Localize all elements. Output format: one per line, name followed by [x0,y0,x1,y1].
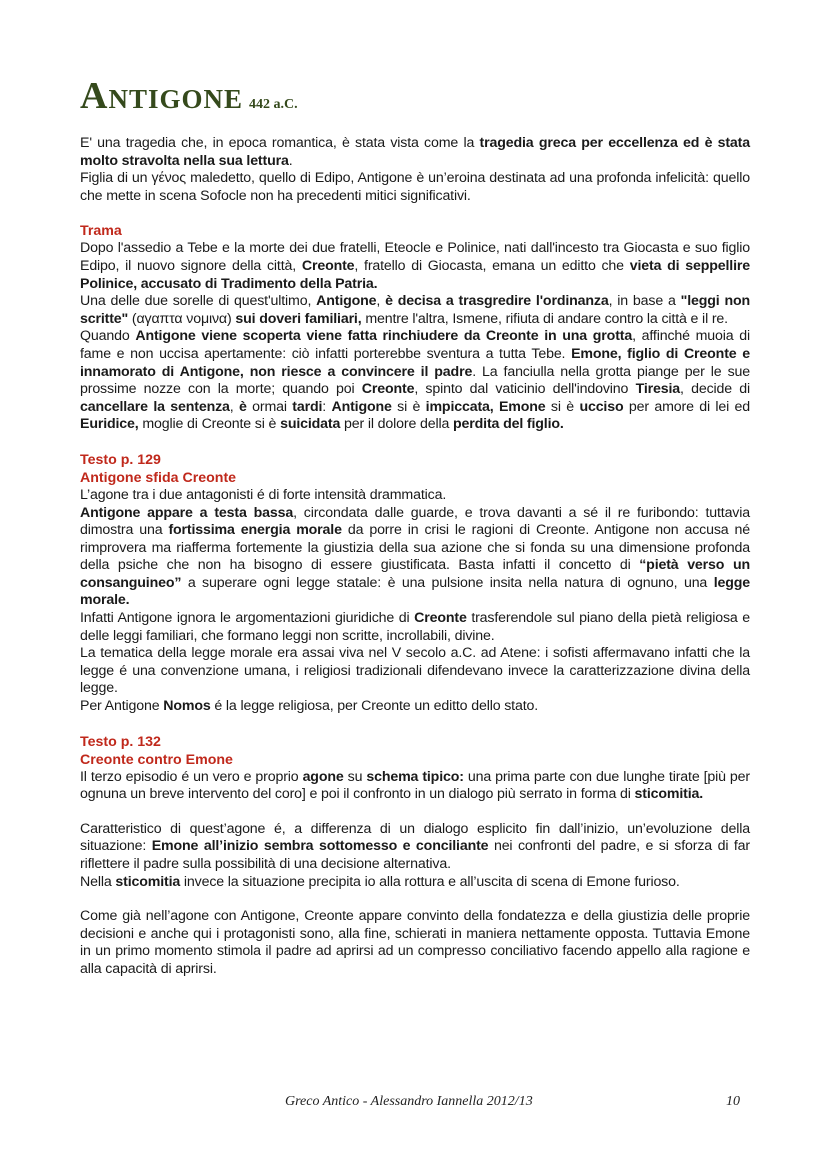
bold-text: Creonte [361,381,415,398]
text: Per Antigone [80,698,164,715]
paragraph [80,821,750,874]
page-number: 10 [726,1094,740,1109]
paragraph [80,908,750,978]
paragraph [80,645,750,698]
text: . [288,152,293,169]
section-heading: Trama [80,223,122,240]
bold-text: Tiresia [635,381,681,398]
text: trasferendole sul piano della pietà religiosa e delle leggi familiari, che formano leggi non scritte, incrollabili, divine. [80,610,750,644]
bold-text: Antigone [331,398,392,415]
text: per il dolore della [340,416,454,433]
page-title [80,74,750,127]
paragraph [80,698,750,716]
title-text: Antigone [80,75,243,117]
text: Figlia di un γένος maledetto, quello di Edipo, Antigone è un’eroina destinata ad una profonda infelicità: quello che mette in scena Sofocle non ha precedenti mitici significativi. [80,170,750,204]
text: , spinto dal vaticinio dell'indovino [414,381,636,398]
paragraph [80,487,750,505]
bold-text: Creonte [301,257,355,274]
text: : [322,398,332,415]
text: Come già nell’agone con Antigone, Creonte appare convinto della fondatezza e della giustizia delle proprie decisioni e anche qui i protagonisti sono, alla fine, schierati in maniera nettamente opposta. Tuttavia Emone in un primo momento stimola il padre ad aprirsi ad un compresso conciliativo facendo appello alla ragione e alla capacità di aprirsi. [80,908,750,977]
bold-text: Antigone [316,293,377,310]
bold-text: schema tipico: [366,768,464,785]
text: , [376,293,386,310]
bold-text: sticomitia [115,873,181,890]
bold-text: Emone all’inizio sembra sottomesso e conciliante [151,838,489,855]
text: Il terzo episodio é un vero e proprio [80,768,303,785]
text: Una delle due sorelle di quest'ultimo, [80,293,317,310]
text: si è [391,398,426,415]
bold-text: ucciso [579,398,624,415]
title-year: 442 a.C. [248,97,298,112]
text: é la legge religiosa, per Creonte un editto dello stato. [210,698,539,715]
bold-text: è [238,398,247,415]
text: da porre in crisi le ragioni di Creonte. Antigone non accusa né rimprovera ma riafferma fortemente la giustizia della sua azione che si fonda su una dimensione profonda della psiche che non ha bisogno di essere giustificata. Basta infatti il concetto di [80,522,750,574]
document-page [80,74,750,979]
text: Dopo l'assedio a Tebe e la morte dei due fratelli, Eteocle e Polinice, nati dall'incesto tra Giocasta e suo figlio Edipo, il nuovo signore della città, [80,240,750,274]
section [80,733,750,979]
text: , [229,398,239,415]
text: Caratteristico di quest’agone é, a differenza di un dialogo esplicito fin dall’inizio, un’evoluzione della situazione: [80,820,750,855]
bold-text: Creonte [414,610,467,627]
text: invece la situazione precipita io alla rottura e all’uscita di scena di Emone furioso. [180,873,680,890]
bold-text: Emone, figlio di Creonte e innamorato di Antigone, non riesce a convincere il padre [80,345,750,380]
text: L’agone tra i due antagonisti é di forte intensità drammatica. [80,486,447,503]
text: Infatti Antigone ignora le argomentazioni giuridiche di [80,610,415,627]
bold-text: legge morale. [80,574,750,609]
paragraph [80,610,750,645]
text: su [343,768,367,785]
text: (αγαπτα νομινα) [128,310,236,327]
text: mentre l'altra, Ismene, rifiuta di andare contro la città e il re. [361,310,728,327]
section [80,451,750,716]
text: , fratello di Giocasta, emana un editto che [354,257,630,274]
text: per amore di lei ed [623,398,750,415]
bold-text: sticomitia. [634,786,704,803]
paragraph [80,293,750,328]
bold-text: Euridice, [80,416,139,433]
text: nei confronti del padre, e si sforza di far riflettere il padre sulla possibilità di una decisione alternativa. [80,838,750,872]
text: , circondata dalle guarde, e trova davanti a sé il re furibondo: tuttavia dimostra una [80,504,750,539]
bold-text: agone [302,768,344,785]
bold-text: Antigone appare a testa bassa [80,504,294,521]
bold-text: impiccata, Emone [425,398,546,415]
text: , affinché muoia di fame e non uccisa apertamente: ciò infatti porterebbe sventura a tutta Tebe. [80,328,750,362]
bold-text: cancellare la sentenza [80,398,230,415]
section-heading: Testo p. 132 [80,733,161,750]
section-heading: Antigone sfida Creonte [80,469,237,486]
text: Nella [80,873,116,890]
bold-text: Antigone viene scoperta viene fatta rinchiudere da Creonte in una grotta [135,328,633,345]
paragraph [80,170,750,205]
text: E' una tragedia che, in epoca romantica, è stata vista come la [80,135,480,151]
section [80,135,750,205]
bold-text: "leggi non scritte" [80,293,751,327]
section-heading: Testo p. 129 [80,451,161,468]
text: a superare ogni legge statale: è una pulsione insita nella natura di ognuno, una [181,574,714,591]
text: una prima parte con due lunghe tirate [più per ognuna un breve intervento del coro] e poi il confronto in un dialogo più serrato in forma di [80,768,750,803]
text: ormai [246,398,293,415]
bold-text: fortissima energia morale [168,522,342,539]
document-body [80,135,750,979]
footer-text: Greco Antico - Alessandro Iannella 2012/13 [285,1094,533,1109]
bold-text: perdita del figlio. [453,416,564,433]
bold-text: suicidata [280,416,341,433]
text: , decide di [680,381,751,398]
text: Quando [80,328,136,345]
bold-text: tardi [292,398,323,415]
section [80,222,750,434]
paragraph [80,240,750,293]
text: . La fanciulla nella grotta piange per le sue prossime nozze con la morte; quando poi [80,363,750,398]
bold-text: “pietà verso un consanguineo” [80,557,750,591]
bold-text: sui doveri familiari, [235,310,362,327]
bold-text: è decisa a trasgredire l'ordinanza [385,293,609,310]
page-footer [285,1094,740,1110]
text: si è [545,398,580,415]
paragraph [80,769,750,804]
section-heading: Creonte contro Emone [80,751,233,768]
bold-text: Nomos [163,698,211,715]
text: moglie di Creonte si è [138,416,281,433]
paragraph [80,328,750,434]
text: , in base a [608,293,681,310]
bold-text: tragedia greca per eccellenza ed è stata molto stravolta nella sua lettura [80,135,750,169]
paragraph [80,874,750,892]
paragraph [80,135,750,170]
paragraph [80,505,750,611]
text: La tematica della legge morale era assai viva nel V secolo a.C. ad Atene: i sofisti affermavano infatti che la legge é una convenzione umana, i religiosi tradizionali difendevano invece la caratterizzazione divina della legge. [80,645,750,697]
bold-text: vieta di seppellire Polinice, accusato di Tradimento della Patria. [80,257,750,292]
